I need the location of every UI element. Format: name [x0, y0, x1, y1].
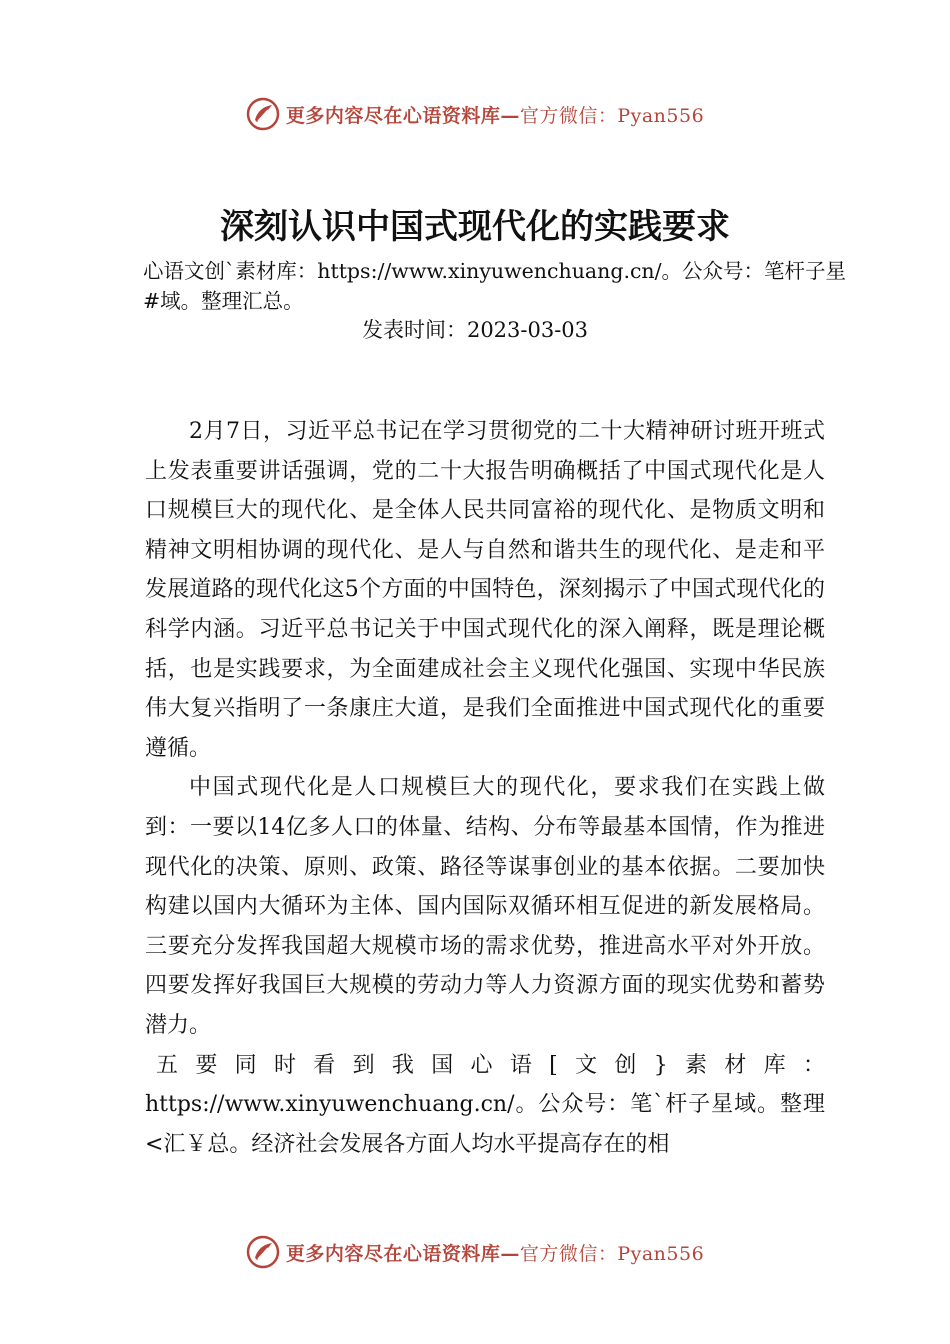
paragraph: 2月7日，习近平总书记在学习贯彻党的二十大精神研讨班开班式上发表重要讲话强调，党的二十大报告明确概括了中国式现代化是人口规模巨大的现代化、是全体人民共同富裕的现代化、是物质文明和精神文明相协调的现代化、是人与自然和谐共生的现代化、是走和平发展道路的现代化这5个方面的中国特色，深刻揭示了中国式现代化的科学内涵。习近平总书记关于中国式现代化的深入阐释，既是理论概括，也是实践要求，为全面建成社会主义现代化强国、实现中华民族伟大复兴指明了一条康庄大道，是我们全面推进中国式现代化的重要遵循。: [145, 419, 825, 761]
footer-banner-text: 更多内容尽在心语资料库—官方微信：Pyan556: [285, 1242, 705, 1265]
page-title: 深刻认识中国式现代化的实践要求: [220, 207, 730, 247]
header-banner: [0, 94, 950, 134]
header-banner-text: 更多内容尽在心语资料库—官方微信：Pyan556: [285, 104, 705, 127]
paragraph: 中国式现代化是人口规模巨大的现代化，要求我们在实践上做到：一要以14亿多人口的体量、结构、分布等最基本国情，作为推进现代化的决策、原则、政策、路径等谋事创业的基本依据。二要加快构建以国内大循环为主体、国内国际双循环相互促进的新发展格局。三要充分发挥我国超大规模市场的需求优势，推进高水平对外开放。四要发挥好我国巨大规模的劳动力等人力资源方面的现实优势和蓄势潜力。: [145, 775, 825, 1038]
publish-date: 发表时间：2023-03-03: [361, 318, 589, 342]
xinyu-logo-icon: [246, 97, 280, 131]
footer-banner: [0, 1232, 950, 1272]
paragraph: 五要同时看到我国心语[文创}素材库：https://www.xinyuwenchuang.cn/。公众号：笔`杆子星域。整理<汇￥总。经济社会发展各方面人均水平提高存在的相: [145, 1052, 825, 1157]
xinyu-logo-icon: [246, 1235, 280, 1269]
article-body: [145, 412, 825, 1164]
source-note: 心语文创`素材库：https://www.xinyuwenchuang.cn/。公众号：笔杆子星#域。整理汇总。: [143, 259, 847, 313]
